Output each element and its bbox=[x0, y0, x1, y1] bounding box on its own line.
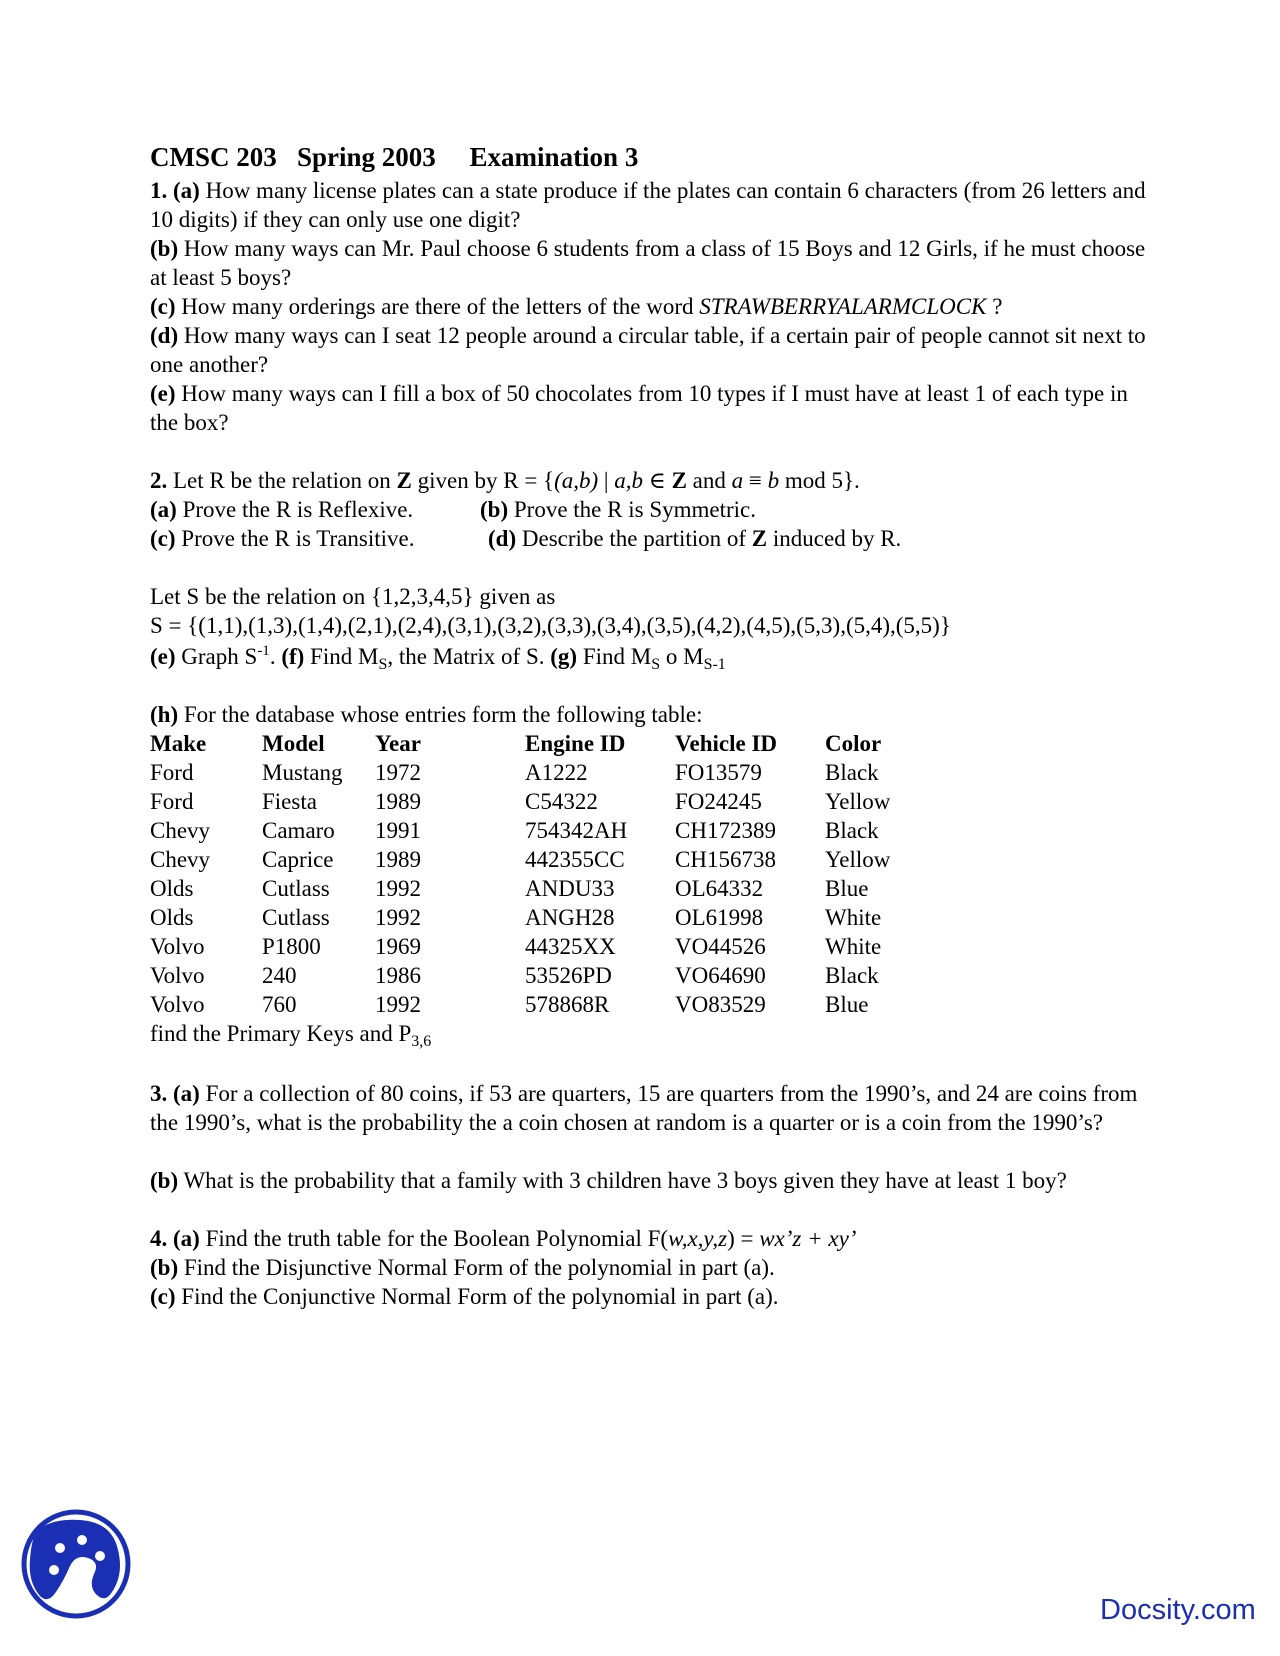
cell-year: 1986 bbox=[375, 963, 421, 988]
q4-a: 4. (a) Find the truth table for the Boolean Polynomial F(w,x,y,z) = wx’z + xy’ bbox=[150, 1226, 857, 1251]
cell-year: 1989 bbox=[375, 789, 421, 814]
cell-year: 1992 bbox=[375, 992, 421, 1017]
col-engine-id: Engine ID bbox=[525, 731, 626, 756]
table-row bbox=[150, 758, 945, 787]
col-color: Color bbox=[825, 731, 882, 756]
page-title bbox=[150, 140, 1150, 174]
cell-vehicle-id: FO13579 bbox=[675, 760, 762, 785]
cell-engine-id: ANGH28 bbox=[525, 905, 615, 930]
cell-model: Fiesta bbox=[262, 789, 317, 814]
cell-make: Olds bbox=[150, 876, 194, 901]
docsity-brand[interactable]: Docsity.com bbox=[1100, 1594, 1256, 1626]
cell-year: 1972 bbox=[375, 760, 421, 785]
table-row bbox=[150, 787, 945, 816]
table-row bbox=[150, 990, 945, 1019]
cell-year: 1992 bbox=[375, 876, 421, 901]
cell-year: 1969 bbox=[375, 934, 421, 959]
table-row bbox=[150, 874, 945, 903]
q2-cd-row: (c) Prove the R is Transitive. (d) Describe the partition of Z induced by R. bbox=[150, 526, 902, 551]
q2-intro: 2. Let R be the relation on Z given by R = {(a,b) | a,b ∈ Z and a ≡ b mod 5}. bbox=[150, 468, 860, 493]
cell-color: White bbox=[825, 905, 882, 930]
q2-efg: (e) Graph $S^{-1}$. (f) Find $M_S$, the Matrix of S. (g) Find $M_S$ o $M_{S-1}$ bbox=[150, 643, 726, 673]
cell-color: White bbox=[825, 934, 882, 959]
cell-vehicle-id: CH156738 bbox=[675, 847, 776, 872]
cell-vehicle-id: VO83529 bbox=[675, 992, 766, 1017]
cell-make: Volvo bbox=[150, 963, 205, 988]
table-row bbox=[150, 961, 945, 990]
cell-engine-id: A1222 bbox=[525, 760, 588, 785]
q4-b: (b) Find the Disjunctive Normal Form of the polynomial in part (a). bbox=[150, 1255, 775, 1280]
cell-engine-id: C54322 bbox=[525, 789, 598, 814]
q3-a: 3. (a) For a collection of 80 coins, if 53 are quarters, 15 are quarters from the 1990’s, and 24 are coins from the 1990’s, what is the probability the a coin chosen at random is a quarter or is a coin from the 1990’s? bbox=[150, 1081, 1138, 1135]
cell-engine-id: 578868R bbox=[525, 992, 610, 1017]
s-set: S = {(1,1),(1,3),(1,4),(2,1),(2,4),(3,1),(3,2),(3,3),(3,4),(3,5),(4,2),(4,5),(5,3),(5,4),(5,5)} bbox=[150, 613, 951, 638]
cell-model: P1800 bbox=[262, 934, 321, 959]
cell-color: Blue bbox=[825, 992, 869, 1017]
cell-make: Olds bbox=[150, 905, 194, 930]
cell-model: 240 bbox=[262, 963, 297, 988]
table-row bbox=[150, 845, 945, 874]
docsity-logo-icon bbox=[20, 1508, 132, 1620]
table-row bbox=[150, 903, 945, 932]
cell-vehicle-id: OL64332 bbox=[675, 876, 764, 901]
vehicle-table bbox=[150, 729, 945, 1019]
cell-color: Black bbox=[825, 963, 879, 988]
cell-model: Mustang bbox=[262, 760, 343, 785]
cell-color: Blue bbox=[825, 876, 869, 901]
cell-make: Ford bbox=[150, 760, 194, 785]
table-row bbox=[150, 932, 945, 961]
cell-color: Black bbox=[825, 818, 879, 843]
cell-model: Caprice bbox=[262, 847, 334, 872]
q1-b: (b) How many ways can Mr. Paul choose 6 students from a class of 15 Boys and 12 Girls, if he must choose at least 5 boys? bbox=[150, 236, 1146, 290]
q2-ab-row: (a) Prove the R is Reflexive. (b) Prove the R is Symmetric. bbox=[150, 497, 756, 522]
cell-color: Yellow bbox=[825, 847, 891, 872]
cell-engine-id: ANDU33 bbox=[525, 876, 615, 901]
q1-c: (c) How many orderings are there of the letters of the word STRAWBERRYALARMCLOCK ? bbox=[150, 294, 1003, 319]
cell-engine-id: 442355CC bbox=[525, 847, 625, 872]
cell-model: 760 bbox=[262, 992, 297, 1017]
col-make: Make bbox=[150, 731, 207, 756]
cell-color: Yellow bbox=[825, 789, 891, 814]
cell-year: 1992 bbox=[375, 905, 421, 930]
cell-make: Ford bbox=[150, 789, 194, 814]
cell-engine-id: 754342AH bbox=[525, 818, 628, 843]
cell-engine-id: 44325XX bbox=[525, 934, 616, 959]
cell-model: Camaro bbox=[262, 818, 335, 843]
cell-color: Black bbox=[825, 760, 879, 785]
col-year: Year bbox=[375, 731, 421, 756]
q2-h-footer: find the Primary Keys and $P_{3,6}$ bbox=[150, 1021, 432, 1050]
q1-a: 1. (a) How many license plates can a state produce if the plates can contain 6 characters (from 26 letters and 10 digits) if they can only use one digit? bbox=[150, 178, 1146, 232]
cell-year: 1989 bbox=[375, 847, 421, 872]
cell-make: Chevy bbox=[150, 847, 211, 872]
q4-c: (c) Find the Conjunctive Normal Form of the polynomial in part (a). bbox=[150, 1284, 779, 1309]
cell-year: 1991 bbox=[375, 818, 421, 843]
col-vehicle-id: Vehicle ID bbox=[675, 731, 778, 756]
table-header-row bbox=[150, 729, 945, 758]
cell-engine-id: 53526PD bbox=[525, 963, 612, 988]
exam-name: Examination 3 bbox=[469, 142, 639, 172]
q3-b: (b) What is the probability that a family with 3 children have 3 boys given they have at least 1 boy? bbox=[150, 1168, 1067, 1193]
cell-vehicle-id: CH172389 bbox=[675, 818, 776, 843]
cell-make: Volvo bbox=[150, 934, 205, 959]
col-model: Model bbox=[262, 731, 325, 756]
cell-vehicle-id: OL61998 bbox=[675, 905, 764, 930]
exam-page bbox=[150, 140, 1150, 1311]
s-intro: Let S be the relation on {1,2,3,4,5} given as bbox=[150, 584, 556, 609]
q2-h: (h) For the database whose entries form the following table: bbox=[150, 702, 703, 727]
cell-model: Cutlass bbox=[262, 876, 330, 901]
table-row bbox=[150, 816, 945, 845]
q1-e: (e) How many ways can I fill a box of 50 chocolates from 10 types if I must have at least 1 of each type in the box? bbox=[150, 381, 1128, 435]
cell-model: Cutlass bbox=[262, 905, 330, 930]
cell-make: Volvo bbox=[150, 992, 205, 1017]
q1-d: (d) How many ways can I seat 12 people around a circular table, if a certain pair of people cannot sit next to one another? bbox=[150, 323, 1146, 377]
cell-vehicle-id: FO24245 bbox=[675, 789, 762, 814]
course-code: CMSC 203 bbox=[150, 142, 277, 172]
cell-make: Chevy bbox=[150, 818, 211, 843]
cell-vehicle-id: VO44526 bbox=[675, 934, 766, 959]
cell-vehicle-id: VO64690 bbox=[675, 963, 766, 988]
term: Spring 2003 bbox=[297, 142, 436, 172]
